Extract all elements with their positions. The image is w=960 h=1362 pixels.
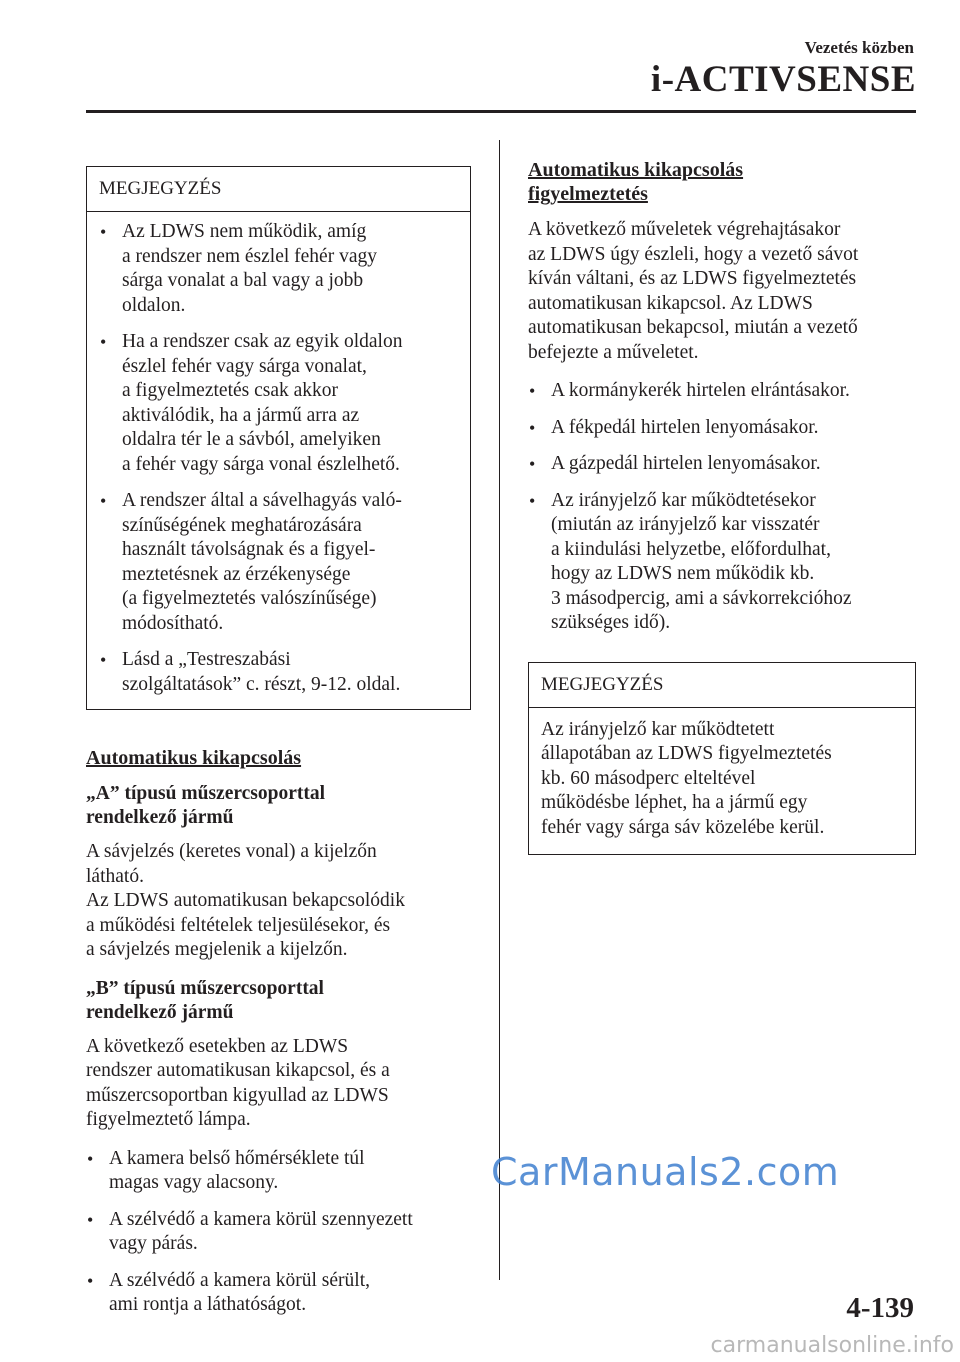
type-b-list <box>86 1147 471 1318</box>
watermark-site: carmanualsonline.info <box>710 1333 954 1358</box>
list-item-text: A rendszer által a sávelhagyás való- színűségének meghatározására használt távolságnak és a figyel- meztetésnek az érzékenysége (a figyelmeztetés valószínűsége) módosítható. <box>122 490 402 634</box>
list-item <box>528 489 916 636</box>
note-body <box>87 212 470 709</box>
note-box-left <box>86 166 471 710</box>
list-item <box>99 648 460 697</box>
note-body-text: Az irányjelző kar működtetett állapotában az LDWS figyelmeztetés kb. 60 másodperc elteltével működésbe léphet, ha a jármű egy fehér vagy sárga sáv közelébe kerül. <box>541 718 832 838</box>
list-item-text: A szélvédő a kamera körül szennyezett vagy párás. <box>109 1208 413 1254</box>
note-box-right <box>528 662 916 856</box>
note-heading: MEGJEGYZÉS <box>529 663 915 708</box>
page-number: 4-139 <box>846 1292 914 1324</box>
list-item <box>528 416 916 441</box>
list-item <box>528 452 916 477</box>
list-item-text: Lásd a „Testreszabási szolgáltatások” c. részt, 9-12. oldal. <box>122 649 401 695</box>
bullet-icon: • <box>100 650 107 670</box>
column-divider <box>499 140 500 1280</box>
bullet-icon: • <box>529 490 536 511</box>
list-item <box>99 220 460 318</box>
list-item-text: A kormánykerék hirtelen elrántásakor. <box>551 380 850 401</box>
list-item <box>99 489 460 636</box>
bullet-icon: • <box>529 417 536 438</box>
right-list <box>528 379 916 636</box>
list-item <box>86 1269 471 1318</box>
list-item <box>528 379 916 404</box>
bullet-icon: • <box>100 332 107 352</box>
section-title-auto-off: Automatikus kikapcsolás <box>86 747 302 769</box>
bullet-icon: • <box>100 491 107 511</box>
section-title-auto-off-warning: Automatikus kikapcsolás figyelmeztetés <box>528 159 744 205</box>
list-item-text: Az irányjelző kar működtetésekor (miután az irányjelző kar visszatér a kiindulási helyzetbe, előfordulhat, hogy az LDWS nem működik kb. 3 másodpercig, ami a sávkorrekcióhoz szükséges idő). <box>551 489 852 633</box>
left-column <box>86 166 471 1318</box>
list-item-text: A fékpedál hirtelen lenyomásakor. <box>551 416 819 438</box>
bullet-icon: • <box>100 222 107 242</box>
list-item-text: Az LDWS nem működik, amíg a rendszer nem észlel fehér vagy sárga vonalat a bal vagy a jobb oldalon. <box>122 221 377 316</box>
bullet-icon: • <box>87 1209 94 1230</box>
note-heading: MEGJEGYZÉS <box>87 167 470 212</box>
header-rule <box>86 110 916 113</box>
type-a-text: A sávjelzés (keretes vonal) a kijelzőn látható. Az LDWS automatikusan bekapcsolódik a működési feltételek teljesülésekor, és a sávjelzés megjelenik a kijelzőn. <box>86 841 405 960</box>
list-item <box>99 330 460 477</box>
list-item-text: A kamera belső hőmérséklete túl magas vagy alacsony. <box>109 1147 365 1193</box>
bullet-icon: • <box>87 1270 94 1291</box>
right-column <box>528 158 916 855</box>
list-item-text: A szélvédő a kamera körül sérült, ami rontja a láthatóságot. <box>109 1269 370 1315</box>
note-list <box>99 220 460 697</box>
right-intro-text: A következő műveletek végrehajtásakor az LDWS úgy észleli, hogy a vezető sávot kíván váltani, és az LDWS figyelmeztetés automatikusan kikapcsol. Az LDWS automatikusan bekapcsol, miután a vezető befejezte a műveletet. <box>528 219 859 363</box>
type-b-heading: „B” típusú műszercsoporttal rendelkező jármű <box>86 977 324 1023</box>
bullet-icon: • <box>529 381 536 401</box>
list-item-text: Ha a rendszer csak az egyik oldalon észlel fehér vagy sárga vonalat, a figyelmeztetés csak akkor aktiválódik, ha a jármű arra az oldalra tér le a sávból, amelyiken a fehér vagy sárga vonal észlelhető. <box>122 331 403 475</box>
list-item-text: A gázpedál hirtelen lenyomásakor. <box>551 453 821 474</box>
bullet-icon: • <box>529 454 536 474</box>
list-item <box>86 1147 471 1196</box>
type-a-heading: „A” típusú műszercsoporttal rendelkező jármű <box>86 783 326 828</box>
type-b-text: A következő esetekben az LDWS rendszer automatikusan kikapcsol, és a műszercsoportban kigyullad az LDWS figyelmeztető lámpa. <box>86 1035 390 1130</box>
list-item <box>86 1208 471 1257</box>
section-header: Vezetés közben <box>804 38 914 57</box>
chapter-title: i-ACTIVSENSE <box>650 59 916 100</box>
bullet-icon: • <box>87 1148 94 1169</box>
watermark-logo: CarManuals2.com <box>491 1150 840 1194</box>
